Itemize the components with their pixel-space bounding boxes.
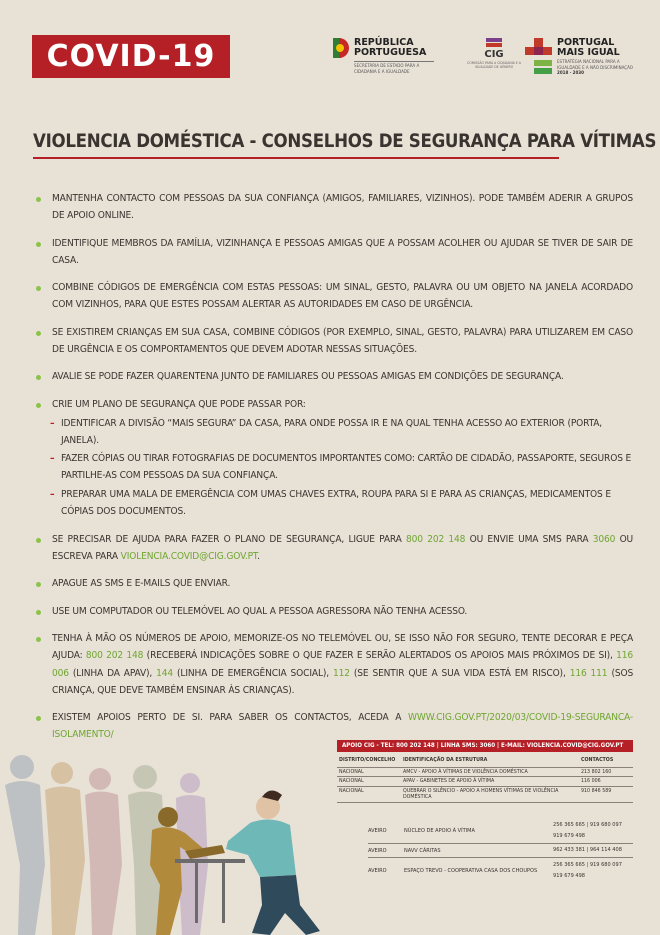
republica-portuguesa-logo: [333, 38, 434, 75]
title-underline: [33, 157, 559, 159]
help-email[interactable]: VIOLENCIA.COVID@CIG.GOV.PT: [120, 551, 258, 563]
table-header-row: [337, 752, 633, 768]
page-title: VIOLENCIA DOMÉSTICA - CONSELHOS DE SEGURANÇA PARA VÍTIMAS: [33, 131, 657, 152]
table-row: AVEIRO ESPAÇO TREVO - COOPERATIVA CASA DOS CHOUPOS 256 365 665 | 919 680 097 919 679 498: [368, 862, 622, 879]
column-header: CONTACTOS: [581, 757, 614, 763]
dash-icon: –: [50, 489, 55, 501]
bullet-icon: [36, 197, 41, 202]
pmi-line1: PORTUGAL: [557, 37, 615, 48]
help-sms: 3060: [592, 533, 616, 545]
list-item-numbers: TENHA À MÃO OS NÚMEROS DE APOIO, MEMORIZE-OS NO TELEMÓVEL OU, SE ISSO NÃO FOR SEGURO, TENTE DECORAR E PEÇA AJUDA: 800 202 148 (RECEBERÁ INDICAÇÕES SOBRE O QUE FAZER E SERÃO ALERTADOS OS APOIOS MAIS PRÓXIMOS DE SI), 116 006 (LINHA DA APAV), 144 (LINHA DE EMERGÊNCIA SOCIAL), 112 (SE SENTIR QUE A SUA VIDA ESTÁ EM RISCO), 116 111 (SOS CRIANÇA, QUE DEVE TAMBÉM ENSINAR ÀS CRIANÇAS).: [33, 630, 633, 699]
number-social: 144: [156, 667, 174, 679]
number-sos-crianca: 116 111: [569, 667, 608, 679]
bullet-icon: [36, 538, 41, 543]
cig-logo: [466, 38, 522, 69]
bullet-icon: [36, 716, 41, 721]
list-item: CRIE UM PLANO DE SEGURANÇA QUE PODE PASSAR POR:: [33, 396, 633, 413]
number-apav: 116 006: [52, 650, 634, 679]
covid-badge: COVID-19: [32, 35, 230, 78]
table-row: NACIONAL QUEBRAR O SILÊNCIO - APOIO A HOMENS VÍTIMAS DE VIOLÊNCIA DOMÉSTICA 910 846 589: [337, 787, 633, 803]
advice-list: [33, 190, 633, 744]
table-row: NACIONAL APAV - GABINETES DE APOIO À VÍTIMA 116 006: [337, 777, 633, 787]
people-illustration: [0, 755, 330, 935]
bullet-icon: [36, 582, 41, 587]
national-contacts-table: [337, 740, 633, 803]
arm-wrestle-figures: [150, 790, 320, 935]
dash-icon: –: [50, 452, 55, 464]
list-item: COMBINE CÓDIGOS DE EMERGÊNCIA COM ESTAS PESSOAS: UM SINAL, GESTO, PALAVRA OU UM OBJETO NA JANELA ACORDADO COM VIZINHOS, PARA QUE ESTES POSSAM ALERTAR AS AUTORIDADES EM CASO DE URGÊNCIA.: [33, 279, 633, 314]
sub-item: – IDENTIFICAR A DIVISÃO “MAIS SEGURA” DA CASA, PARA ONDE POSSA IR E NA QUAL TENHA ACESSO AO EXTERIOR (PORTA, JANELA).: [33, 415, 633, 450]
republica-subtitle: SECRETÁRIA DE ESTADO PARA A CIDADANIA E A IGUALDADE: [354, 61, 434, 75]
sub-item: – PREPARAR UMA MALA DE EMERGÊNCIA COM UMAS CHAVES EXTRA, ROUPA PARA SI E PARA AS CRIANÇAS, MEDICAMENTOS E CÓPIAS DOS DOCUMENTOS.: [33, 486, 633, 521]
bullet-icon: [36, 242, 41, 247]
bullet-icon: [36, 286, 41, 291]
silhouette-head-icon: [10, 755, 34, 779]
portugal-mais-igual-icon: [525, 38, 552, 78]
nearby-link[interactable]: WWW.CIG.GOV.PT/2020/03/COVID-19-SEGURANCA-ISOLAMENTO/: [52, 712, 634, 741]
cig-subtitle: COMISSÃO PARA A CIDADANIA E A IGUALDADE DE GÉNERO: [467, 61, 521, 69]
list-item: APAGUE AS SMS E E-MAILS QUE ENVIAR.: [33, 575, 633, 592]
table-row: AVEIRO NAVV CÁRITAS 962 433 381 | 964 114 408: [368, 844, 633, 858]
list-item-help: SE PRECISAR DE AJUDA PARA FAZER O PLANO DE SEGURANÇA, LIGUE PARA 800 202 148 OU ENVIE UMA SMS PARA 3060 OU ESCREVA PARA VIOLENCIA.COVID@CIG.GOV.PT.: [33, 531, 633, 566]
local-contacts-table: [368, 818, 633, 884]
dash-icon: –: [50, 417, 55, 429]
table-row: AVEIRO NÚCLEO DE APOIO À VÍTIMA 256 365 665 | 919 680 097 919 679 498: [368, 818, 633, 844]
cig-stripes-icon: [486, 38, 502, 48]
column-header: IDENTIFICAÇÃO DA ESTRUTURA: [403, 757, 488, 763]
list-item-nearby: EXISTEM APOIOS PERTO DE SI. PARA SABER OS CONTACTOS, ACEDA A WWW.CIG.GOV.PT/2020/03/COVID-19-SEGURANCA-ISOLAMENTO/: [33, 709, 633, 744]
table-row: NACIONAL AMCV - APOIO À VÍTIMAS DE VIOLÊNCIA DOMÉSTICA 213 802 160: [337, 768, 633, 778]
help-phone: 800 202 148: [406, 533, 466, 545]
republica-line2: PORTUGUESA: [354, 47, 427, 58]
header: [0, 0, 660, 105]
number-emergency: 112: [332, 667, 350, 679]
column-header: DISTRITO/CONCELHO: [339, 757, 396, 763]
portugal-mais-igual-logo: [525, 38, 639, 78]
bullet-icon: [36, 331, 41, 336]
bullet-icon: [36, 610, 41, 615]
portuguese-flag-icon: [333, 38, 349, 58]
number-cig: 800 202 148: [85, 650, 144, 662]
list-item: MANTENHA CONTACTO COM PESSOAS DA SUA CONFIANÇA (AMIGOS, FAMILIARES, VIZINHOS). PODE TAMBÉM ADERIR A GRUPOS DE APOIO ONLINE.: [33, 190, 633, 225]
list-item: AVALIE SE PODE FAZER QUARENTENA JUNTO DE FAMILIARES OU PESSOAS AMIGAS EM CONDIÇÕES DE SEGURANÇA.: [33, 368, 633, 385]
sub-item: – FAZER CÓPIAS OU TIRAR FOTOGRAFIAS DE DOCUMENTOS IMPORTANTES COMO: CARTÃO DE CIDADÃO, PASSAPORTE, SEGUROS E PARTILHE-AS COM PESSOAS DA SUA CONFIANÇA.: [33, 450, 633, 485]
list-item: USE UM COMPUTADOR OU TELEMÓVEL AO QUAL A PESSOA AGRESSORA NÃO TENHA ACESSO.: [33, 603, 633, 620]
pmi-years: 2018 · 2030: [557, 71, 584, 76]
pmi-line2: MAIS IGUAL: [557, 47, 620, 58]
list-item: SE EXISTIREM CRIANÇAS EM SUA CASA, COMBINE CÓDIGOS (POR EXEMPLO, SINAL, GESTO, PALAVRA) PARA UTILIZAREM EM CASO DE URGÊNCIA E OS COMPORTAMENTOS QUE DEVEM ADOTAR NESSAS SITUAÇÕES.: [33, 324, 633, 359]
bullet-icon: [36, 403, 41, 408]
republica-line1: REPÚBLICA: [354, 37, 414, 48]
bullet-icon: [36, 637, 41, 642]
bullet-icon: [36, 375, 41, 380]
cig-label: CIG: [484, 49, 504, 60]
list-item: IDENTIFIQUE MEMBROS DA FAMÍLIA, VIZINHANÇA E PESSOAS AMIGAS QUE A POSSAM ACOLHER OU AJUDAR SE TIVER DE SAIR DE CASA.: [33, 235, 633, 270]
contacts-header: APOIO CIG - TEL: 800 202 148 | LINHA SMS: 3060 | E-MAIL: VIOLENCIA.COVID@CIG.GOV.PT: [337, 740, 633, 752]
pmi-subtitle: ESTRATÉGIA NACIONAL PARA A IGUALDADE E A NÃO DISCRIMINAÇÃO: [557, 60, 633, 71]
